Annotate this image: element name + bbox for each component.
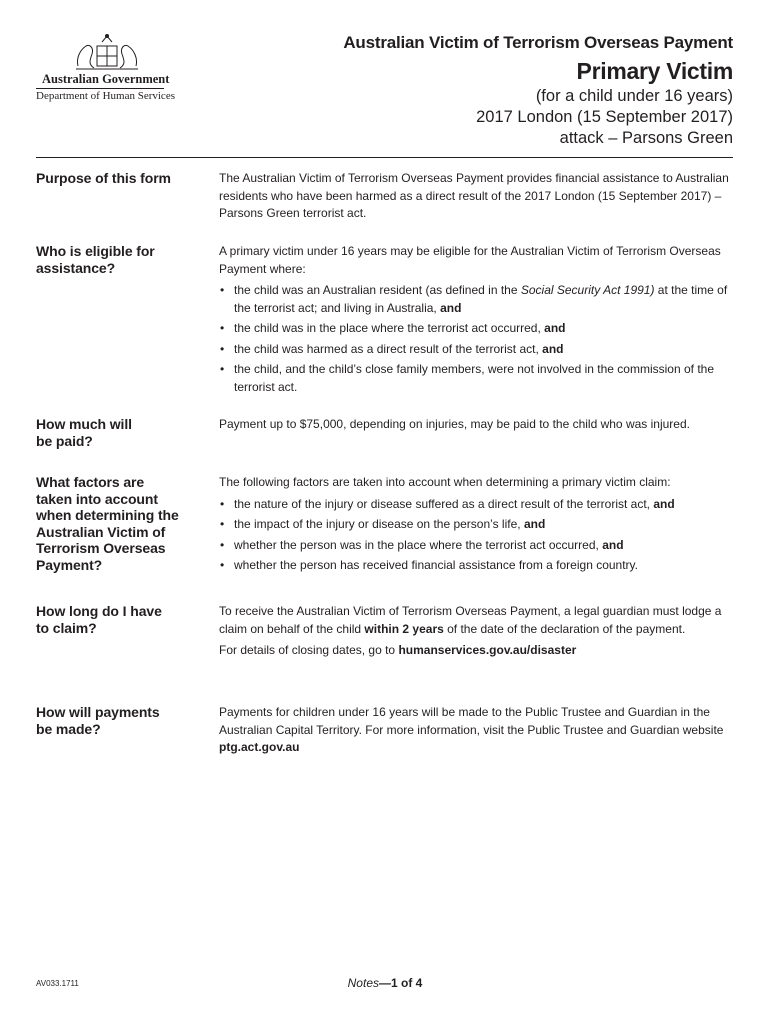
heading-line: be paid? bbox=[36, 432, 93, 449]
closing-dates-text: For details of closing dates, go to humanservices.gov.au/disaster bbox=[219, 643, 577, 657]
form-header bbox=[213, 32, 733, 149]
bullet-icon: • bbox=[220, 283, 225, 297]
section-heading bbox=[36, 416, 204, 449]
section-body bbox=[219, 474, 735, 578]
list-item: • the child was in the place where the terrorist act occurred, and bbox=[219, 320, 735, 338]
heading-line: Who is eligible for bbox=[36, 243, 155, 259]
purpose-text: The Australian Victim of Terrorism Overseas Payment provides financial assistance to Australian residents who have been harmed as a direct result of the 2017 London (15 September 2017) – Parsons Green terrorist act. bbox=[219, 171, 729, 220]
department-name: Department of Human Services bbox=[36, 90, 175, 102]
list-item: • the child was an Australian resident (as defined in the Social Security Act 1991) at the time of the terrorist act; and living in Australia, and bbox=[220, 283, 728, 315]
heading-line: Australian Victim of bbox=[36, 523, 166, 540]
heading-line: be made? bbox=[36, 720, 101, 737]
heading-line: to claim? bbox=[36, 619, 97, 636]
heading-line: How much will bbox=[36, 416, 132, 432]
heading-line: taken into account bbox=[36, 490, 158, 507]
form-subtitle-line-3: attack – Parsons Green bbox=[559, 129, 733, 147]
list-item: • whether the person was in the place where the terrorist act occurred, and bbox=[219, 537, 735, 555]
notes-label: Notes bbox=[347, 976, 379, 990]
government-name: Australian Government bbox=[42, 72, 170, 86]
heading-line: Terrorism Overseas bbox=[36, 540, 166, 556]
bullet-icon: • bbox=[220, 321, 225, 335]
list-item: • whether the person has received financial assistance from a foreign country. bbox=[219, 557, 735, 575]
humanservices-link[interactable]: humanservices.gov.au/disaster bbox=[398, 643, 577, 657]
heading-line: How will payments bbox=[36, 704, 160, 720]
bullet-icon: • bbox=[220, 537, 225, 552]
form-subtitle-line-2: 2017 London (15 September 2017) bbox=[476, 108, 733, 126]
section-heading bbox=[36, 704, 204, 737]
heading-line: Payment? bbox=[36, 556, 103, 573]
logo-divider bbox=[36, 88, 164, 89]
factors-intro: The following factors are taken into account when determining a primary victim claim: bbox=[219, 475, 671, 489]
eligibility-intro: A primary victim under 16 years may be eligible for the Australian Victim of Terrorism Overseas Payment where: bbox=[219, 244, 721, 276]
list-item: • the child was harmed as a direct result of the terrorist act, and bbox=[219, 341, 735, 359]
heading-line: What factors are bbox=[36, 474, 145, 490]
list-item: • the nature of the injury or disease suffered as a direct result of the terrorist act, and bbox=[219, 496, 735, 514]
bullet-icon: • bbox=[220, 558, 225, 572]
section-body bbox=[219, 416, 735, 438]
page-number: —1 of 4 bbox=[379, 976, 423, 990]
form-subtitle: Primary Victim bbox=[576, 58, 733, 84]
coat-of-arms-icon bbox=[68, 32, 146, 72]
list-item: • the impact of the injury or disease on the person’s life, and bbox=[219, 516, 735, 534]
act-reference: Social Security Act 1991) bbox=[520, 283, 655, 297]
list-item: • the child, and the child’s close family members, were not involved in the commission of the terrorist act. bbox=[220, 362, 715, 394]
government-logo bbox=[36, 32, 176, 102]
form-subtitle-line-1: (for a child under 16 years) bbox=[535, 87, 733, 105]
how-long-text: To receive the Australian Victim of Terrorism Overseas Payment, a legal guardian must lodge a claim on behalf of the child within 2 years of the date of the declaration of the payment. bbox=[219, 604, 722, 636]
how-much-text: Payment up to $75,000, depending on injuries, may be paid to the child who was injured. bbox=[219, 417, 690, 431]
bullet-icon: • bbox=[220, 517, 225, 531]
section-heading bbox=[36, 243, 204, 276]
bullet-icon: • bbox=[220, 362, 225, 376]
section-body bbox=[219, 170, 735, 227]
heading-line: assistance? bbox=[36, 259, 116, 276]
form-title: Australian Victim of Terrorism Overseas Payment bbox=[343, 33, 733, 52]
section-heading: Purpose of this form bbox=[36, 170, 171, 186]
section-body bbox=[219, 243, 735, 399]
section-heading bbox=[36, 474, 204, 573]
bullet-icon: • bbox=[220, 496, 225, 511]
ptg-link[interactable]: ptg.act.gov.au bbox=[219, 740, 300, 754]
payments-text: Payments for children under 16 years will be made to the Public Trustee and Guardian in the Australian Capital Territory. For more information, visit the Public Trustee and Guardian website ptg.act.gov.au bbox=[219, 705, 724, 754]
factors-list bbox=[219, 496, 735, 575]
header-divider bbox=[36, 157, 733, 158]
heading-line: when determining the bbox=[36, 507, 179, 523]
eligibility-list bbox=[219, 282, 735, 396]
bullet-icon: • bbox=[220, 341, 225, 356]
page-footer bbox=[0, 976, 770, 990]
section-body bbox=[219, 603, 735, 664]
form-code: AV033.1711 bbox=[36, 979, 79, 988]
section-heading bbox=[36, 603, 204, 636]
section-body bbox=[219, 704, 735, 761]
heading-line: How long do I have bbox=[36, 603, 162, 619]
